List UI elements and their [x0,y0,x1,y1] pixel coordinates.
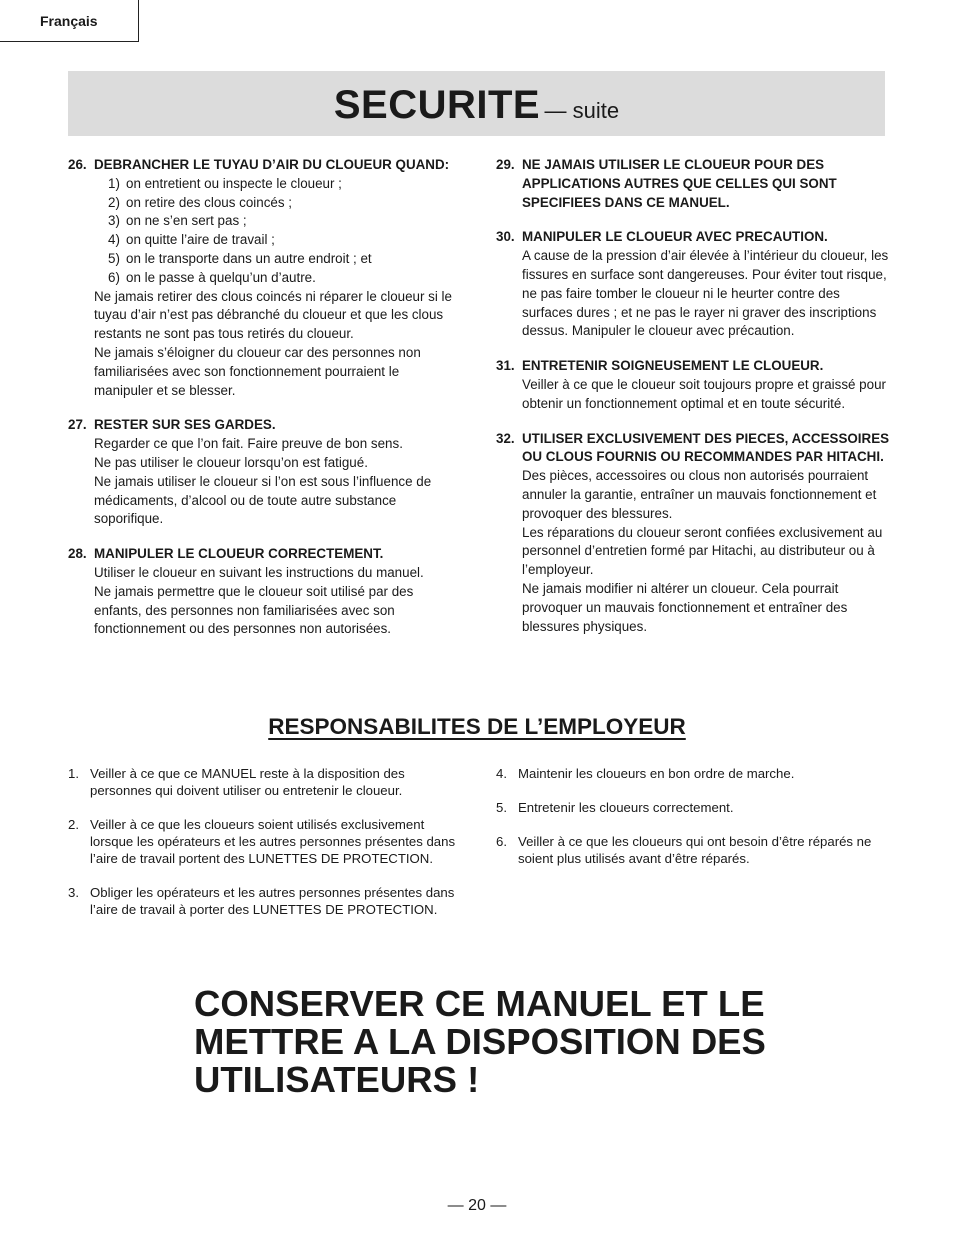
closing-line: CONSERVER CE MANUEL ET LE [194,983,765,1024]
rule-title: UTILISER EXCLUSIVEMENT DES PIECES, ACCESSOIRES OU CLOUS FOURNIS OU RECOMMANDES PAR HITACHI. [522,430,890,465]
rule-number: 29. [496,157,515,172]
subitem-number: 2) [108,194,120,210]
responsibility-number: 1. [68,766,79,781]
rule-heading [68,416,458,435]
subitem-text: on retire des clous coincés ; [126,194,292,210]
employer-responsibility [68,765,460,799]
responsibility-text: Entretenir les cloueurs correctement. [518,800,734,815]
employer-responsibility [496,765,888,782]
safety-rule [68,156,458,400]
responsibility-text: Veiller à ce que ce MANUEL reste à la disposition des personnes qui doivent utiliser ou entretenir le cloueur. [90,766,405,798]
responsibility-number: 2. [68,817,79,832]
subitem-text: on ne s’en sert pas ; [126,213,247,229]
subitem-text: on le passe à quelqu’un d’autre. [126,269,316,285]
employer-responsibility [68,816,460,867]
rule-body [496,247,891,341]
rule-subitem [108,250,458,269]
rule-heading [496,357,891,376]
rule-title: MANIPULER LE CLOUEUR AVEC PRECAUTION. [522,229,828,245]
rule-title: DEBRANCHER LE TUYAU D’AIR DU CLOUEUR QUAND: [94,157,450,172]
safety-rule [496,156,891,212]
rule-body [68,564,458,639]
subitem-number: 6) [108,269,120,285]
right-column [496,156,891,652]
page-number: — 20 — [447,1197,507,1214]
employer-responsibility [496,799,888,816]
rule-number: 27. [68,417,87,433]
rule-paragraph: Ne jamais s’éloigner du cloueur car des personnes non familiarisées avec son fonctionnement pourraient le manipuler et se blesser. [94,344,421,398]
rule-subitem [108,231,458,250]
rule-paragraph: Ne jamais utiliser le cloueur si l’on est sous l’influence de médicaments, d’alcool ou de toute autre substance soporifique. [94,473,432,527]
left-column [68,156,458,655]
rule-paragraph: Les réparations du cloueur seront confiées exclusivement au personnel d’entretien formé par Hitachi, au distributeur ou à l’employeur. [522,524,883,578]
employer-left-column [68,765,460,935]
rule-title: ENTRETENIR SOIGNEUSEMENT LE CLOUEUR. [522,358,824,374]
rule-heading [68,156,458,175]
rule-body [496,376,891,414]
rule-number: 31. [496,358,515,374]
employer-right-column [496,765,888,884]
rule-subitem [108,212,458,231]
rule-number: 28. [68,546,87,562]
subitem-number: 3) [108,213,120,229]
safety-rule [68,416,458,529]
rule-paragraph: A cause de la pression d’air élevée à l’intérieur du cloueur, les fissures en surface sont dangereuses. Pour éviter tout risque, ne pas faire tomber le cloueur ni le heurter contre des surfaces dures ; et ne pas le rayer ni graver des inscriptions dessus. Manipuler le cloueur avec précaution. [522,248,889,339]
rule-paragraph: Ne pas utiliser le cloueur lorsqu’on est fatigué. [94,454,368,470]
rule-number: 30. [496,229,515,245]
responsibility-number: 4. [496,766,507,781]
rule-title: RESTER SUR SES GARDES. [94,417,276,433]
subitem-number: 4) [108,232,120,248]
responsibility-text: Veiller à ce que les cloueurs soient utilisés exclusivement lorsque les opérateurs et les autres personnes présentes dans l’aire de travail portent des LUNETTES DE PROTECTION. [90,817,456,866]
rule-heading [496,430,891,468]
rule-subitem [108,194,458,213]
responsibility-number: 3. [68,885,79,900]
responsibility-text: Maintenir les cloueurs en bon ordre de marche. [518,766,795,781]
closing-line: METTRE A LA DISPOSITION DES [194,1021,766,1062]
rule-paragraph: Ne jamais modifier ni altérer un cloueur. Cela pourrait provoquer un mauvais fonctionnement et entraîner des blessures physiques. [522,580,848,634]
safety-rule [496,430,891,637]
employer-responsibility [496,833,888,867]
subitem-text: on quitte l’aire de travail ; [126,232,275,248]
rule-paragraph: Utiliser le cloueur en suivant les instructions du manuel. [94,564,424,580]
responsibility-number: 5. [496,800,507,815]
rule-heading [496,156,891,212]
responsibility-text: Obliger les opérateurs et les autres personnes présentes dans l’aire de travail à porter des LUNETTES DE PROTECTION. [90,885,455,917]
section-subtitle: — suite [544,98,620,123]
responsibility-text: Veiller à ce que les cloueurs qui ont besoin d’être réparés ne soient plus utilisés avant d’être réparés. [518,834,872,866]
rule-title: NE JAMAIS UTILISER LE CLOUEUR POUR DES APPLICATIONS AUTRES QUE CELLES QUI SONT SPECIFIEES DANS CE MANUEL. [522,157,837,210]
rule-subitem [108,269,458,288]
closing-line: UTILISATEURS ! [194,1059,480,1100]
rule-paragraph: Ne jamais permettre que le cloueur soit utilisé par des enfants, des personnes non familiarisées avec son fonctionnement ou des personnes non autorisées. [94,583,414,637]
rule-paragraph: Des pièces, accessoires ou clous non autorisés pourraient annuler la garantie, entraîner un mauvais fonctionnement et provoquer des blessures. [522,468,877,521]
section-title-bar [68,71,885,136]
rule-body [496,467,891,636]
rule-paragraph: Regarder ce que l’on fait. Faire preuve de bon sens. [94,436,403,452]
responsibility-number: 6. [496,834,507,849]
rule-heading [496,228,891,247]
section-title: SECURITE [333,83,541,127]
rule-body [68,175,458,401]
safety-rule [68,545,458,639]
subitem-number: 1) [108,175,120,191]
language-tab: Français [0,0,139,42]
rule-number: 26. [68,157,87,172]
rule-title: MANIPULER LE CLOUEUR CORRECTEMENT. [94,546,384,562]
rule-paragraph: Veiller à ce que le cloueur soit toujours propre et graissé pour obtenir un fonctionnement optimal et en toute sécurité. [522,376,886,411]
safety-rule [496,228,891,341]
rule-heading [68,545,458,564]
employer-responsibility [68,884,460,918]
rule-sublist [94,175,458,288]
rule-body [68,435,458,529]
subitem-text: on entretient ou inspecte le cloueur ; [126,175,342,191]
rule-subitem [108,175,458,194]
employer-section-title: RESPONSABILITES DE L’EMPLOYEUR [268,714,686,739]
subitem-text: on le transporte dans un autre endroit ; et [126,250,372,266]
safety-rule [496,357,891,413]
rule-paragraph: Ne jamais retirer des clous coincés ni réparer le cloueur si le tuyau d’air n’est pas débranché du cloueur et que les clous restants ne sont pas tous retirés du cloueur. [94,288,452,342]
subitem-number: 5) [108,250,120,266]
closing-statement [194,985,894,1099]
rule-number: 32. [496,430,515,446]
